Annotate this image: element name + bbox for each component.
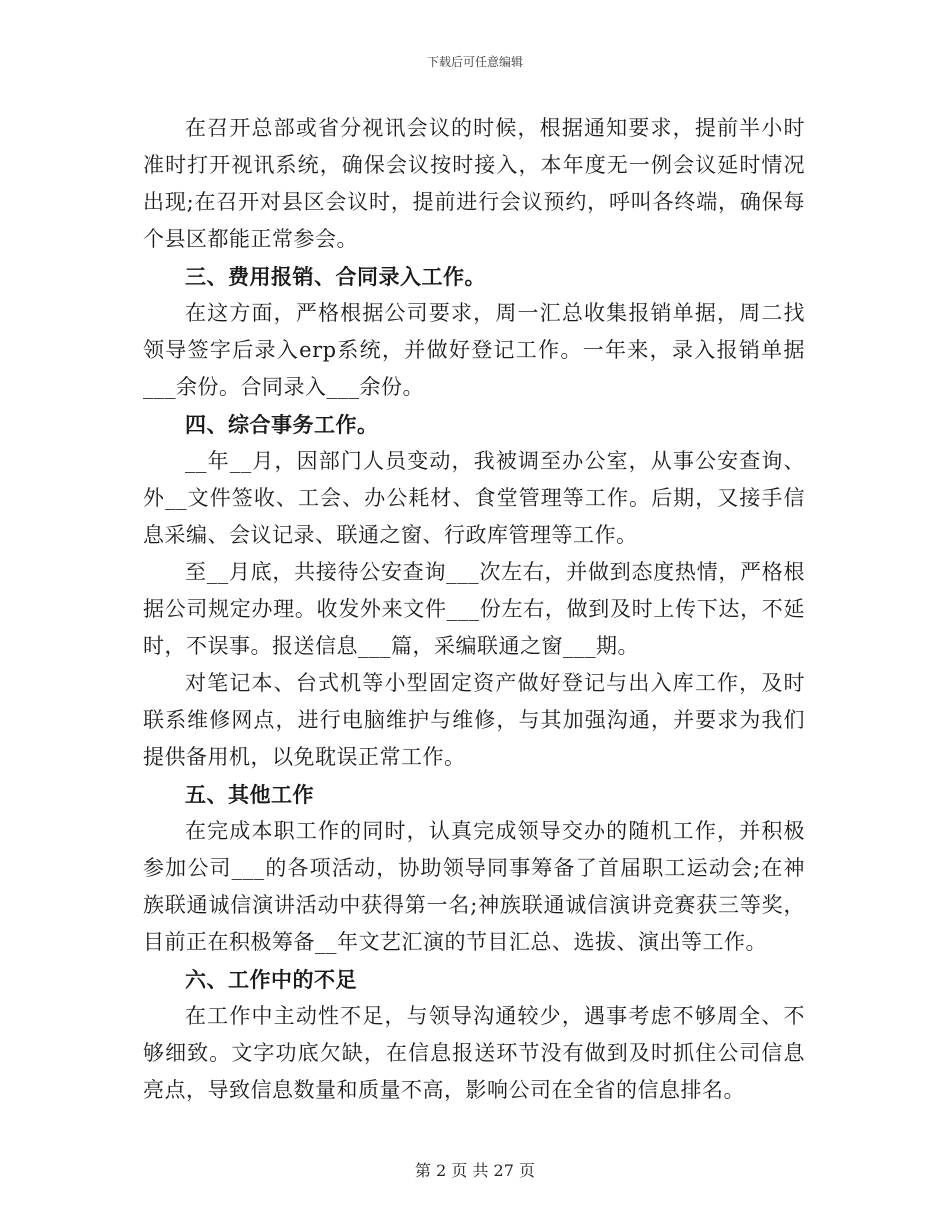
document-body — [143, 110, 805, 1109]
page-header-note: 下载后可任意编辑 — [426, 55, 523, 69]
section-heading-shortcomings: 六、工作中的不足 — [185, 967, 357, 992]
paragraph-general-affairs-3: 对笔记本、台式机等小型固定资产做好登记与出入库工作，及时联系维修网点，进行电脑维护与维修，与其加强沟通，并要求为我们提供备用机，以免耽误正常工作。 — [143, 671, 805, 769]
paragraph-shortcomings: 在工作中主动性不足，与领导沟通较少，遇事考虑不够周全、不够细致。文字功底欠缺，在信息报送环节没有做到及时抓住公司信息亮点，导致信息数量和质量不高，影响公司在全省的信息排名。 — [143, 1004, 805, 1102]
page-number: 第 2 页 共 27 页 — [415, 1161, 535, 1180]
section-heading-general-affairs: 四、综合事务工作。 — [185, 412, 379, 437]
section-heading-other-work: 五、其他工作 — [185, 782, 314, 807]
paragraph-other-work: 在完成本职工作的同时，认真完成领导交办的随机工作，并积极参加公司___的各项活动，协助领导同事筹备了首届职工运动会;在神族联通诚信演讲活动中获得第一名;神族联通诚信演讲竞赛获三等奖，目前正在积极筹备__年文艺汇演的节目汇总、选拔、演出等工作。 — [143, 819, 805, 954]
paragraph-general-affairs-1: __年__月，因部门人员变动，我被调至办公室，从事公安查询、外__文件签收、工会、办公耗材、食堂管理等工作。后期，又接手信息采编、会议记录、联通之窗、行政库管理等工作。 — [143, 449, 805, 547]
paragraph-expense: 在这方面，严格根据公司要求，周一汇总收集报销单据，周二找领导签字后录入erp系统，并做好登记工作。一年来，录入报销单据___余份。合同录入___余份。 — [143, 301, 805, 399]
section-heading-expense: 三、费用报销、合同录入工作。 — [185, 264, 486, 289]
paragraph-general-affairs-2: 至__月底，共接待公安查询___次左右，并做到态度热情，严格根据公司规定办理。收发外来文件___份左右，做到及时上传下达，不延时，不误事。报送信息___篇，采编联通之窗___期。 — [143, 560, 805, 658]
paragraph-video-conference: 在召开总部或省分视讯会议的时候，根据通知要求，提前半小时准时打开视讯系统，确保会议按时接入，本年度无一例会议延时情况出现;在召开对县区会议时，提前进行会议预约，呼叫各终端，确保每个县区都能正常参会。 — [143, 116, 805, 251]
